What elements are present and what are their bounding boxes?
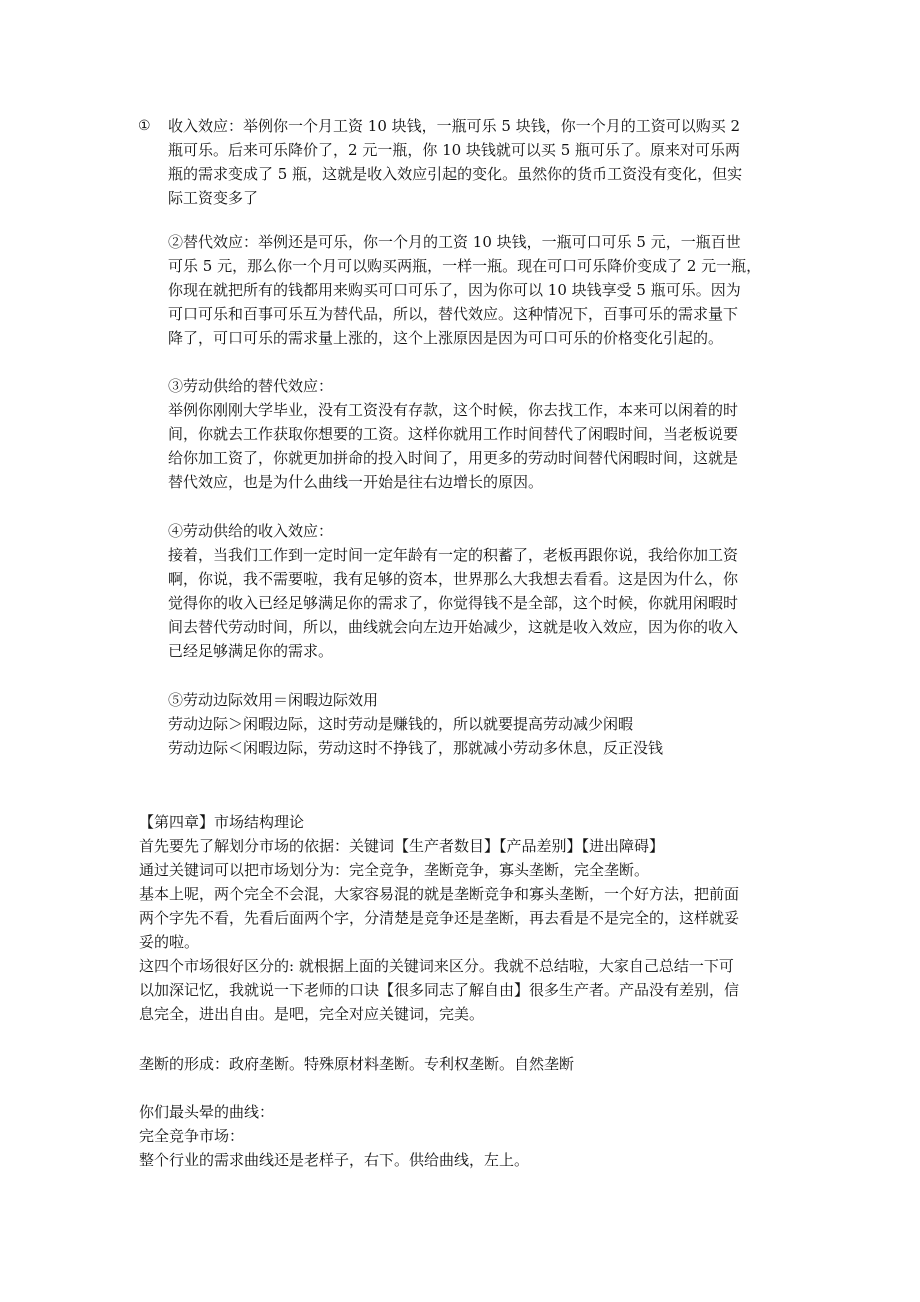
text-line: 你们最头晕的曲线： [139, 1103, 275, 1121]
text-line: 替代效应，也是为什么曲线一开始是往右边增长的原因。 [168, 473, 544, 491]
marginal-utility-paragraph [168, 688, 788, 760]
text-line: 间去替代劳动时间，所以，曲线就会向左边开始减少，这就是收入效应，因为你的收入 [168, 618, 739, 636]
text-line: 这四个市场很好区分的: 就根据上面的关键词来区分。我就不总结啦，大家自己总结一下可 [139, 957, 734, 975]
section-heading: ④劳动供给的收入效应： [168, 522, 334, 540]
text-line: 间，你就去工作获取你想要的工资。这样你就用工作时间替代了闲暇时间，当老板说要 [168, 425, 739, 443]
monopoly-formation-line [139, 1052, 789, 1076]
text-line: 可乐 5 元，那么你一个月可以购买两瓶，一样一瓶。现在可口可乐降价变成了 2 元一瓶， [168, 257, 762, 275]
section-heading: ③劳动供给的替代效应： [168, 377, 334, 395]
text-line: 完全竞争市场： [139, 1127, 245, 1145]
chapter4-section [139, 810, 789, 1026]
text-line: 首先要先了解划分市场的依据：关键词【生产者数目】【产品差别】【进出障碍】 [139, 837, 665, 855]
text-line: 基本上呢，两个完全不会混，大家容易混的就是垄断竞争和寡头垄断，一个好方法，把前面 [139, 885, 740, 903]
text-line: 际工资变多了 [168, 189, 259, 207]
text-line: ②替代效应：举例还是可乐，你一个月的工资 10 块钱，一瓶可口可乐 5 元，一瓶百世 [168, 233, 741, 251]
text-line: 瓶可乐。后来可乐降价了，2 元一瓶，你 10 块钱就可以买 5 瓶可乐了。原来对可乐两 [168, 141, 741, 159]
text-line: 觉得你的收入已经足够满足你的需求了，你觉得钱不是全部，这个时候，你就用闲暇时 [168, 594, 739, 612]
text-line: 举例你刚刚大学毕业，没有工资没有存款，这个时候，你去找工作，本来可以闲着的时 [168, 401, 739, 419]
text-line: 已经足够满足你的需求。 [168, 642, 334, 660]
text-line: 妥的啦。 [139, 933, 200, 951]
text-line: 瓶的需求变成了 5 瓶，这就是收入效应引起的变化。虽然你的货币工资没有变化，但实 [168, 165, 743, 183]
text-line: 两个字先不看，先看后面两个字，分清楚是竞争还是垄断，再去看是不是完全的，这样就妥 [139, 909, 740, 927]
text-line: 通过关键词可以把市场划分为：完全竞争，垄断竞争，寡头垄断，完全垄断。 [139, 861, 650, 879]
text-line: 收入效应：举例你一个月工资 10 块钱，一瓶可乐 5 块钱，你一个月的工资可以购买 2 [168, 117, 741, 135]
curves-section [139, 1100, 789, 1172]
text-line: 接着，当我们工作到一定时间一定年龄有一定的积蓄了，老板再跟你说，我给你加工资 [168, 546, 739, 564]
circled-number-one: ① [138, 118, 151, 134]
text-line: 整个行业的需求曲线还是老样子，右下。供给曲线，左上。 [139, 1151, 530, 1169]
labor-supply-substitution-paragraph [168, 374, 788, 494]
text-line: 以加深记忆，我就说一下老师的口诀【很多同志了解自由】很多生产者。产品没有差别，信 [139, 981, 740, 999]
text-line: 啊，你说，我不需要啦，我有足够的资本，世界那么大我想去看看。这是因为什么，你 [168, 570, 739, 588]
text-line: 给你加工资了，你就更加拼命的投入时间了，用更多的劳动时间替代闲暇时间，这就是 [168, 449, 739, 467]
income-effect-paragraph [168, 114, 788, 210]
text-line: 息完全，进出自由。是吧，完全对应关键词，完美。 [139, 1005, 485, 1023]
text-line: 劳动边际＜闲暇边际，劳动这时不挣钱了，那就减小劳动多休息，反正没钱 [168, 739, 664, 757]
chapter-title: 【第四章】市场结构理论 [139, 813, 305, 831]
text-line: 劳动边际＞闲暇边际，这时劳动是赚钱的，所以就要提高劳动减少闲暇 [168, 715, 634, 733]
text-line: 降了，可口可乐的需求量上涨的，这个上涨原因是因为可口可乐的价格变化引起的。 [168, 329, 724, 347]
text-line: 垄断的形成：政府垄断。特殊原材料垄断。专利权垄断。自然垄断 [139, 1055, 575, 1073]
substitution-effect-paragraph [168, 230, 788, 350]
text-line: 你现在就把所有的钱都用来购买可口可乐了，因为你可以 10 块钱享受 5 瓶可乐。因为 [168, 281, 741, 299]
section-heading: ⑤劳动边际效用＝闲暇边际效用 [168, 691, 379, 709]
labor-supply-income-paragraph [168, 519, 788, 663]
text-line: 可口可乐和百事可乐互为替代品，所以，替代效应。这种情况下，百事可乐的需求量下 [168, 305, 739, 323]
